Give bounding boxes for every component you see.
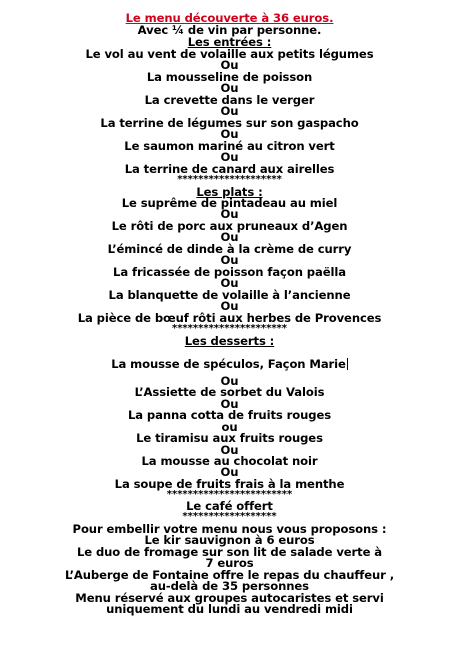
entree-or: Ou [220, 104, 239, 118]
plat-or: Ou [220, 253, 239, 267]
entree-item: Le saumon mariné au citron vert [124, 139, 335, 153]
text-cursor [347, 358, 348, 370]
cafe-offert: Le café offert [186, 499, 273, 513]
entree-item: Le vol au vent de volaille aux petits légumes [85, 47, 374, 61]
plat-item: L’émincé de dinde à la crème de curry [107, 242, 352, 256]
plat-item: La blanquette de volaille à l’ancienne [108, 288, 351, 302]
dessert-or: Ou [220, 374, 239, 388]
dessert-or: Ou [220, 397, 239, 411]
desserts-heading: Les desserts : [184, 334, 275, 348]
separator: ****************** [182, 511, 277, 522]
plat-item: La fricassée de poisson façon paëlla [113, 265, 346, 279]
menu-title: Le menu découverte à 36 euros. [125, 11, 334, 25]
plats-heading: Les plats : [196, 185, 263, 199]
entree-item: La crevette dans le verger [144, 93, 315, 107]
dessert-item: La panna cotta de fruits rouges [127, 408, 332, 422]
dessert-or: Ou [220, 465, 239, 479]
separator: ********************** [171, 323, 288, 334]
entrees-heading: Les entrées : [187, 35, 272, 49]
plat-item: Le suprême de pintadeau au miel [121, 196, 338, 210]
dessert-item: La mousse au chocolat noir [141, 454, 318, 468]
closing-line: uniquement du lundi au vendredi midi [106, 602, 353, 616]
plat-item: La pièce de bœuf rôti aux herbes de Provences [77, 311, 382, 325]
dessert-or: ou [221, 420, 238, 434]
entree-or: Ou [220, 150, 239, 164]
dessert-item: Le tiramisu aux fruits rouges [136, 431, 323, 445]
dessert-item: La mousse de spéculos, Façon Marie [111, 357, 346, 371]
separator: ******************** [177, 174, 282, 185]
plat-or: Ou [220, 276, 239, 290]
dessert-or: Ou [220, 443, 239, 457]
dessert-item-with-caret [0, 358, 459, 370]
menu-subtitle: Avec ¼ de vin par personne. [137, 23, 322, 37]
entree-or: Ou [220, 81, 239, 95]
closing-line: au-delà de 35 personnes [150, 579, 309, 593]
closing-line: L’Auberge de Fontaine offre le repas du chauffeur , [64, 568, 395, 582]
plat-or: Ou [220, 299, 239, 313]
dessert-item: L’Assiette de sorbet du Valois [134, 385, 325, 399]
plat-item: Le rôti de porc aux pruneaux d’Agen [111, 219, 348, 233]
entree-item: La terrine de légumes sur son gaspacho [100, 116, 359, 130]
closing-line: 7 euros [205, 556, 254, 570]
plat-or: Ou [220, 230, 239, 244]
dessert-item: La soupe de fruits frais à la menthe [114, 477, 345, 491]
plat-or: Ou [220, 207, 239, 221]
closing-line: Le kir sauvignon à 6 euros [144, 533, 315, 547]
entree-or: Ou [220, 58, 239, 72]
entree-item: La mousseline de poisson [146, 70, 313, 84]
separator: ************************ [166, 489, 293, 500]
closing-line: Menu réservé aux groupes autocaristes et servi [75, 591, 384, 605]
entree-item: La terrine de canard aux airelles [124, 162, 335, 176]
closing-line: Le duo de fromage sur son lit de salade verte à [76, 545, 383, 559]
entree-or: Ou [220, 127, 239, 141]
closing-line: Pour embellir votre menu nous vous proposons : [72, 522, 387, 536]
